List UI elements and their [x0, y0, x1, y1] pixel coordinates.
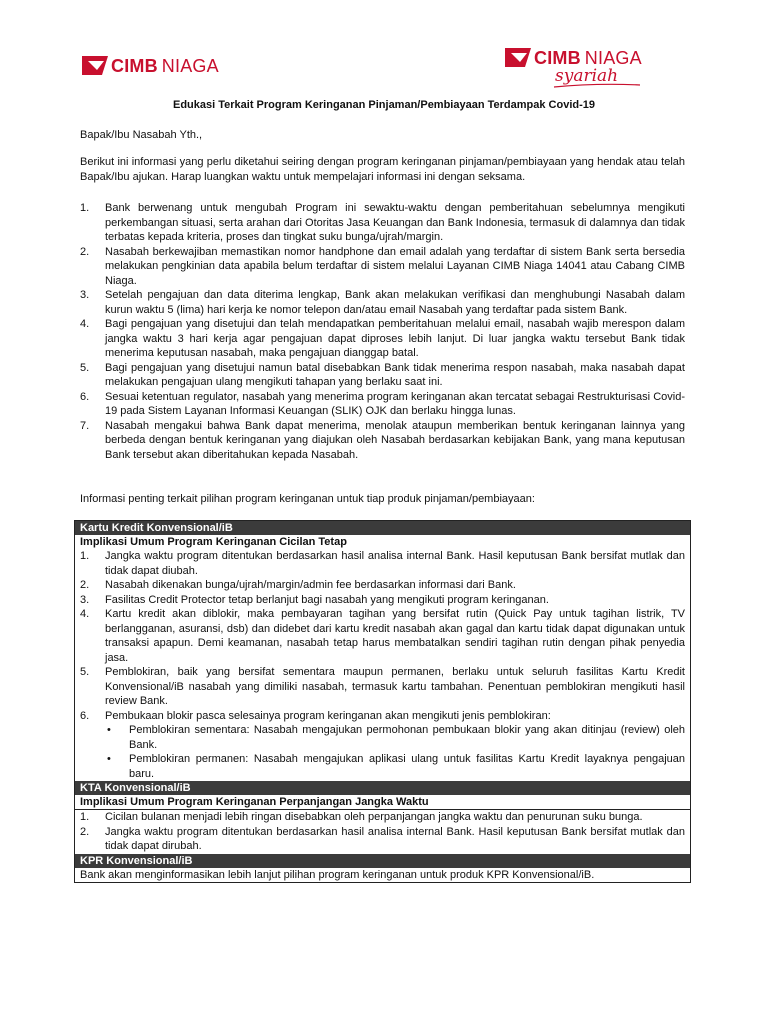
cimb-logo-mark-icon	[505, 48, 531, 67]
syariah-script: syariah	[555, 66, 619, 86]
cimb-logo-mark-icon	[82, 56, 108, 75]
list-item: 6. Sesuai ketentuan regulator, nasabah yang menerima program keringanan akan tercatat sebagai Restrukturisasi Covid-19 pada Sistem Layanan Informasi Keuangan (SLIK) OJK dan berlaku hingga lunas.	[80, 390, 685, 417]
bullet-item: • Pemblokiran sementara: Nasabah mengajukan permohonan pembukaan blokir yang akan ditinjau (review) oleh Bank.	[107, 724, 685, 751]
list-item: 5. Pemblokiran, baik yang bersifat sementara maupun permanen, berlaku untuk seluruh fasilitas Kartu Kredit Konvensional/iB nasabah yang dimiliki nasabah, termasuk kartu tambahan. Penentuan pemblokiran mengikuti hasil review Bank.	[80, 666, 685, 707]
cimb-niaga-logo	[82, 56, 219, 75]
terms-list	[80, 201, 685, 462]
list-item: 3. Fasilitas Credit Protector tetap berlanjut bagi nasabah yang mengikuti program keringanan.	[80, 593, 549, 606]
kartu-kredit-list	[75, 549, 690, 781]
info-heading: Informasi penting terkait pilihan program keringanan untuk tiap produk pinjaman/pembiayaan:	[80, 493, 535, 505]
list-item: 1. Bank berwenang untuk mengubah Program ini sewaktu-waktu dengan pemberitahuan sebelumnya mengikuti perkembangan situasi, serta arahan dari Otoritas Jasa Keuangan dan Bank Indonesia, termasuk di dalamnya dan tidak terbatas kepada kriteria, proses dan tingkat suku bunga/ujrah/margin.	[80, 202, 685, 243]
document-title: Edukasi Terkait Program Keringanan Pinjaman/Pembiayaan Terdampak Covid-19	[172, 99, 595, 111]
list-item: 1. Cicilan bulanan menjadi lebih ringan disebabkan oleh perpanjangan jangka waktu dan penurunan suku bunga.	[80, 811, 643, 823]
list-item: 3. Setelah pengajuan dan data diterima lengkap, Bank akan melakukan verifikasi dan menghubungi Nasabah dalam kurun waktu 5 (lima) hari kerja ke nomor telepon dan/atau email Nasabah yang terdaftar pada sistem Bank.	[80, 289, 685, 316]
list-item: 4. Kartu kredit akan diblokir, maka pembayaran tagihan yang bersifat rutin (Quick Pay untuk tagihan listrik, TV berlangganan, asuransi, dsb) dan didebet dari kartu kredit nasabah akan gagal dan kartu tidak dapat digunakan untuk transaksi apapun. Demi keamanan, nasabah tetap harus membatalkan sendiri tagihan rutin dengan pihak penyedia jasa.	[80, 608, 685, 664]
logo-wordmark: CIMB NIAGA	[111, 55, 219, 76]
list-item: 2. Nasabah dikenakan bunga/ujrah/margin/admin fee berdasarkan informasi dari Bank.	[80, 579, 516, 591]
bullet-icon: •	[107, 753, 111, 765]
cimb-niaga-syariah-logo	[505, 48, 642, 67]
list-item: 4. Bagi pengajuan yang disetujui dan telah mendapatkan pemberitahuan melalui email, nasabah wajib merespon dalam jangka waktu 3 hari kerja agar pengajuan dapat diproses lebih lanjut. Di luar jangka waktu tersebut Bank tidak menerima keputusan nasabah, maka pengajuan dianggap batal.	[80, 318, 685, 359]
kta-subheader: Implikasi Umum Program Keringanan Perpanjangan Jangka Waktu	[75, 795, 690, 810]
intro-paragraph: Berikut ini informasi yang perlu diketahui seiring dengan program keringanan pinjaman/pembiayaan yang hendak atau telah Bapak/Ibu ajukan. Harap luangkan waktu untuk mempelajari informasi ini dengan seksama.	[80, 156, 685, 183]
list-item: 2. Jangka waktu program ditentukan berdasarkan hasil analisa internal Bank. Hasil keputusan Bank bersifat mutlak dan tidak dapat dirubah.	[80, 825, 685, 852]
product-table	[74, 520, 691, 883]
bullet-icon: •	[107, 724, 111, 736]
unblock-bullet-list	[105, 723, 685, 781]
salutation: Bapak/Ibu Nasabah Yth.,	[80, 129, 203, 141]
list-item: 5. Bagi pengajuan yang disetujui namun batal disebabkan Bank tidak menerima respon nasabah, maka nasabah dapat melakukan pengajuan ulang mengikuti tahapan yang berlaku saat ini.	[80, 361, 685, 388]
list-item: 6. Pembukaan blokir pasca selesainya program keringanan akan mengikuti jenis pemblokiran: • Pemblokiran sementara: Nasabah mengajukan permohonan pembukaan blokir yang akan ditinjau (review) oleh Bank. • Pemblokiran permanen: Nasabah mengajukan aplikasi ulang untuk fasilitas Kartu Kredit layaknya pengajuan baru.	[80, 709, 685, 780]
list-item: 1. Jangka waktu program ditentukan berdasarkan hasil analisa internal Bank. Hasil keputusan Bank bersifat mutlak dan tidak dapat diubah.	[80, 550, 685, 577]
kta-header: KTA Konvensional/iB	[75, 781, 690, 795]
kpr-header: KPR Konvensional/iB	[75, 854, 690, 868]
kta-list	[75, 810, 690, 854]
logo-wordmark: CIMB NIAGA	[534, 47, 642, 68]
kartu-kredit-header: Kartu Kredit Konvensional/iB	[75, 521, 690, 535]
kpr-text: Bank akan menginformasikan lebih lanjut pilihan program keringanan untuk produk KPR Konvensional/iB.	[80, 868, 595, 881]
syariah-swoosh-icon	[552, 83, 642, 89]
kartu-kredit-subheader: Implikasi Umum Program Keringanan Cicilan Tetap	[80, 536, 347, 548]
list-item: 7. Nasabah mengakui bahwa Bank dapat menerima, menolak ataupun memberikan bentuk keringanan lainnya yang berbeda dengan bentuk keringanan yang diajukan oleh Nasabah berdasarkan kebijakan Bank, yang mana keputusan Bank tersebut akan diberitahukan kepada Nasabah.	[80, 419, 685, 461]
bullet-item: • Pemblokiran permanen: Nasabah mengajukan aplikasi ulang untuk fasilitas Kartu Kredit layaknya pengajuan baru.	[107, 753, 685, 780]
list-item: 2. Nasabah berkewajiban memastikan nomor handphone dan email adalah yang terdaftar di sistem Bank serta bersedia melakukan pengkinian data apabila belum terdaftar di sistem melalui Layanan CIMB Niaga 14041 atau Cabang CIMB Niaga.	[80, 245, 685, 287]
